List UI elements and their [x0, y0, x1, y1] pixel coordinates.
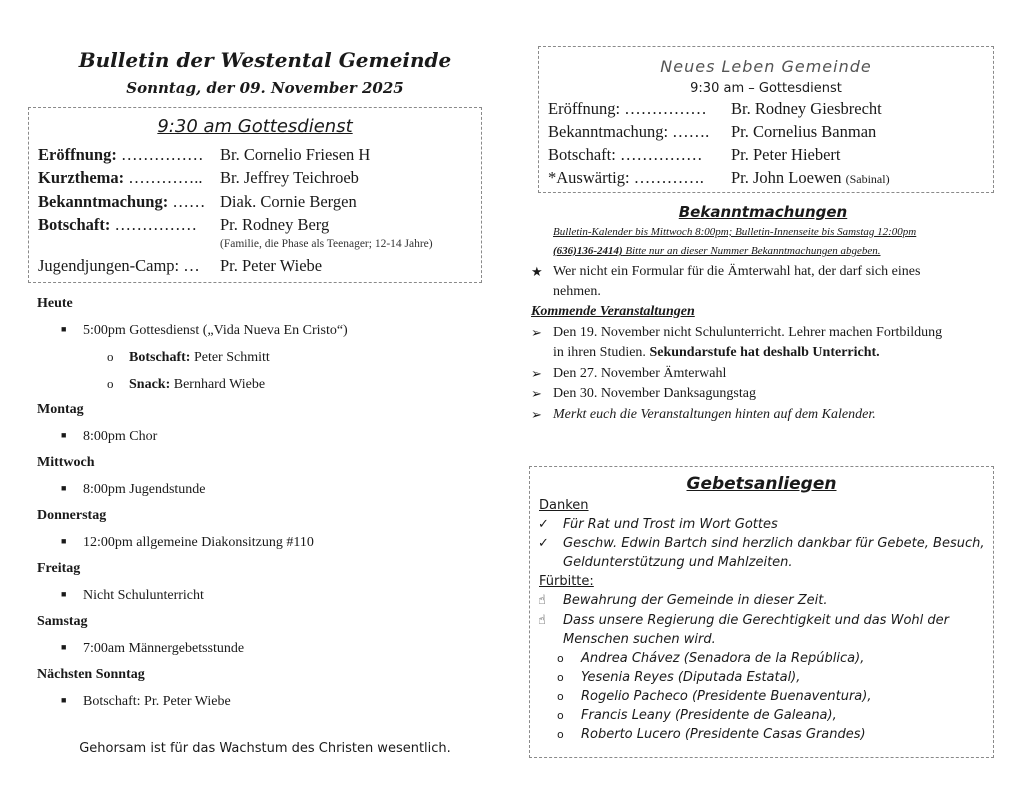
- square-bullet-icon: ■: [61, 324, 67, 334]
- service-row-short-topic: Kurzthema: …………..Br. Jeffrey Teichroeb: [38, 168, 359, 187]
- bulletin-title: Bulletin der Westental Gemeinde: [78, 48, 452, 72]
- message-note: (Familie, die Phase als Teenager; 12-14 Jahre): [220, 238, 433, 250]
- circle-bullet-icon: o: [557, 728, 564, 741]
- arrow-bullet-icon: ➢: [531, 325, 542, 340]
- announcement-text: Wer nicht ein Formular für die Ämterwahl hat, der darf sich eines: [553, 264, 921, 279]
- circle-bullet-icon: o: [557, 652, 564, 665]
- arrow-bullet-icon: ➢: [531, 366, 542, 381]
- event-text: in ihren Studien. Sekundarstufe hat deshalb Unterricht.: [553, 345, 880, 360]
- day-friday: Freitag: [37, 561, 81, 576]
- event-text: Den 19. November nicht Schulunterricht. Lehrer machen Fortbildung: [553, 325, 943, 340]
- praying-hands-icon: ☝: [538, 613, 546, 628]
- official-item: Francis Leany (Presidente de Galeana),: [581, 708, 837, 723]
- thanks-heading: Danken: [539, 498, 589, 513]
- square-bullet-icon: ■: [61, 483, 67, 493]
- circle-bullet-icon: o: [107, 376, 114, 391]
- praying-hands-icon: ☝: [538, 593, 546, 608]
- nl-row: Eröffnung: …………… Br. Rodney Giesbrecht: [548, 99, 882, 118]
- official-item: Roberto Lucero (Presidente Casas Grandes): [581, 727, 866, 742]
- service-box: [28, 107, 482, 283]
- list-item: ■ Nicht Schulunterricht: [61, 588, 204, 603]
- nl-row: *Auswärtig: …………. Pr. John Loewen (Sabinal): [548, 168, 890, 187]
- arrow-bullet-icon: ➢: [531, 407, 542, 422]
- prayer-title: Gebetsanliegen: [686, 474, 837, 494]
- neues-leben-time: 9:30 am – Gottesdienst: [690, 81, 842, 96]
- list-item: ■ 8:00pm Jugendstunde: [61, 482, 206, 497]
- intercession-item: Bewahrung der Gemeinde in dieser Zeit.: [563, 593, 828, 608]
- official-item: Rogelio Pacheco (Presidente Buenaventura),: [581, 689, 872, 704]
- service-row-message: Botschaft: ……………Pr. Rodney Berg: [38, 215, 330, 234]
- thanks-item: Geschw. Edwin Bartch sind herzlich dankbar für Gebete, Besuch,: [563, 536, 985, 551]
- service-row-announcement: Bekanntmachung: …… Diak. Cornie Bergen: [38, 192, 357, 211]
- square-bullet-icon: ■: [61, 642, 67, 652]
- square-bullet-icon: ■: [61, 536, 67, 546]
- bulletin-date: Sonntag, der 09. November 2025: [126, 79, 404, 97]
- day-next-sunday: Nächsten Sonntag: [37, 667, 145, 682]
- list-item: ■ 5:00pm Gottesdienst („Vida Nueva En Cristo“): [61, 323, 348, 338]
- list-subitem: o Botschaft: Peter Schmitt: [107, 349, 270, 365]
- list-item: ■ 12:00pm allgemeine Diakonsitzung #110: [61, 535, 314, 550]
- intercession-item: Dass unsere Regierung die Gerechtigkeit und das Wohl der: [563, 613, 949, 628]
- square-bullet-icon: ■: [61, 430, 67, 440]
- circle-bullet-icon: o: [557, 709, 564, 722]
- list-subitem: o Snack: Bernhard Wiebe: [107, 376, 266, 392]
- neues-leben-box: [538, 46, 994, 193]
- list-item: ■ 8:00pm Chor: [61, 429, 158, 444]
- footer-quote: Gehorsam ist für das Wachstum des Christen wesentlich.: [79, 741, 451, 756]
- intercession-item: Menschen suchen wird.: [563, 632, 716, 647]
- circle-bullet-icon: o: [557, 690, 564, 703]
- nl-row: Botschaft: …………… Pr. Peter Hiebert: [548, 145, 841, 164]
- thanks-item: Geldunterstützung und Mahlzeiten.: [563, 555, 793, 570]
- announcements-title: Bekanntmachungen: [678, 203, 848, 221]
- official-item: Andrea Chávez (Senadora de la República),: [581, 651, 865, 666]
- arrow-bullet-icon: ➢: [531, 386, 542, 401]
- intercession-heading: Fürbitte:: [539, 574, 594, 589]
- square-bullet-icon: ■: [61, 695, 67, 705]
- service-row-camp: Jugendjungen-Camp: … Pr. Peter Wiebe: [38, 256, 323, 275]
- day-today: Heute: [37, 296, 73, 311]
- event-text: Den 30. November Danksagungstag: [553, 386, 756, 401]
- checkmark-icon: ✓: [538, 517, 549, 532]
- service-row-opening: Eröffnung: …………… Br. Cornelio Friesen H: [38, 145, 371, 164]
- day-thursday: Donnerstag: [37, 508, 107, 523]
- event-text: Merkt euch die Veranstaltungen hinten auf dem Kalender.: [553, 407, 876, 422]
- list-item: ■ Botschaft: Pr. Peter Wiebe: [61, 694, 231, 709]
- announcement-deadline: Bulletin-Kalender bis Mittwoch 8:00pm; Bulletin-Innenseite bis Samstag 12:00pm: [553, 226, 917, 238]
- day-saturday: Samstag: [37, 614, 88, 629]
- circle-bullet-icon: o: [557, 671, 564, 684]
- service-heading: 9:30 am Gottesdienst: [157, 116, 353, 137]
- official-item: Yesenia Reyes (Diputada Estatal),: [581, 670, 801, 685]
- announcement-phone: (636)136-2414) Bitte nur an dieser Nummer Bekanntmachungen abgeben.: [553, 245, 881, 257]
- nl-row: Bekanntmachung: ……. Pr. Cornelius Banman: [548, 122, 877, 141]
- star-icon: ★: [531, 264, 543, 279]
- day-monday: Montag: [37, 402, 84, 417]
- neues-leben-title: Neues Leben Gemeinde: [660, 57, 872, 76]
- announcement-text: nehmen.: [553, 284, 601, 299]
- events-title: Kommende Veranstaltungen: [531, 304, 695, 319]
- checkmark-icon: ✓: [538, 536, 549, 551]
- list-item: ■ 7:00am Männergebetsstunde: [61, 641, 245, 656]
- day-wednesday: Mittwoch: [37, 455, 95, 470]
- square-bullet-icon: ■: [61, 589, 67, 599]
- event-text: Den 27. November Ämterwahl: [553, 366, 727, 381]
- circle-bullet-icon: o: [107, 349, 114, 364]
- thanks-item: Für Rat und Trost im Wort Gottes: [563, 517, 778, 532]
